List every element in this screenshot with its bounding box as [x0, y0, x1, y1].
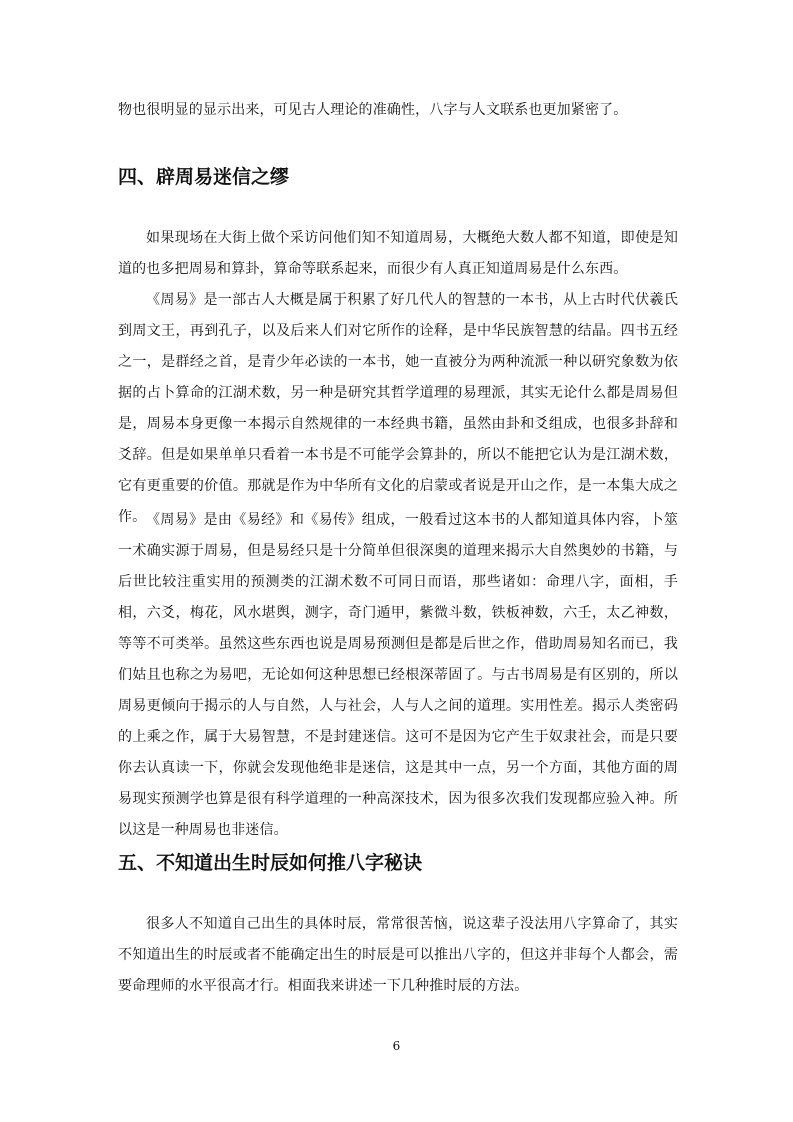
section-4-paragraph-3: 《周易》是由《易经》和《易传》组成，一般看过这本书的人都知道具体内容，卜筮一术确实源于周易，但是易经只是十分简单但很深奥的道理来揭示大自然奥妙的书籍，与后世比较注重实用的预测类的江湖术数不可同日而语，那些诸如：命理八字，面相，手相，六爻，梅花，风水堪舆，测字，奇门遁甲，紫微斗数，铁板神数，六壬，太乙神数，等等不可类举。虽然这些东西也说是周易预测但是都是后世之作，借助周易知名而已，我们姑且也称之为易吧，无论如何这种思想已经根深蒂固了。与古书周易是有区别的，所以周易更倾向于揭示的人与自然，人与社会，人与人之间的道理。实用性差。揭示人类密码的上乘之作，属于大易智慧，不是封建迷信。这可不是因为它产生于奴隶社会，而是只要你去认真读一下，你就会发现他绝非是迷信，这是其中一点，另一个方面，其他方面的周易现实预测学也算是很有科学道理的一种高深技术，因为很多次我们发现都应验入神。所以这是一种周易也非迷信。: [118, 512, 678, 838]
page-number: 6: [392, 1039, 401, 1053]
section-4-paragraph-2: 《周易》是一部古人大概是属于积累了好几代人的智慧的一本书，从上古时代伏羲氏到周文王，再到孔子，以及后来人们对它所作的诠释，是中华民族智慧的结晶。四书五经之一，是群经之首，是青少年必读的一本书，她一直被分为两种流派一种以研究象数为依据的占卜算命的江湖术数，另一种是研究其哲学道理的易理派，其实无论什么都是周易但是，周易本身更像一本揭示自然规律的一本经典书籍，虽然由卦和爻组成，也很多卦辞和爻辞。但是如果单单只看着一本书是不可能学会算卦的，所以不能把它认为是江湖术数，它有更重要的价值。那就是作为中华所有文化的启蒙或者说是开山之作，是一本集大成之作。: [118, 292, 678, 525]
section-4-heading: 四、辟周易迷信之缪: [118, 166, 290, 188]
section-4-paragraph-1: 如果现场在大街上做个采访问他们知不知道周易，大概绝大数人都不知道，即使是知道的也多把周易和算卦，算命等联系起来，而很少有人真正知道周易是什么东西。: [118, 230, 678, 277]
section-5-heading: 五、不知道出生时辰如何推八字秘诀: [118, 852, 423, 874]
section-5-paragraph-1: 很多人不知道自己出生的具体时辰，常常很苦恼，说这辈子没法用八字算命了，其实不知道出生的时辰或者不能确定出生的时辰是可以推出八字的，但这并非每个人都会，需要命理师的水平很高才行。相面我来讲述一下几种推时辰的方法。: [118, 916, 678, 994]
opening-paragraph: 物也很明显的显示出来，可见古人理论的准确性，八字与人文联系也更加紧密了。: [118, 102, 628, 118]
